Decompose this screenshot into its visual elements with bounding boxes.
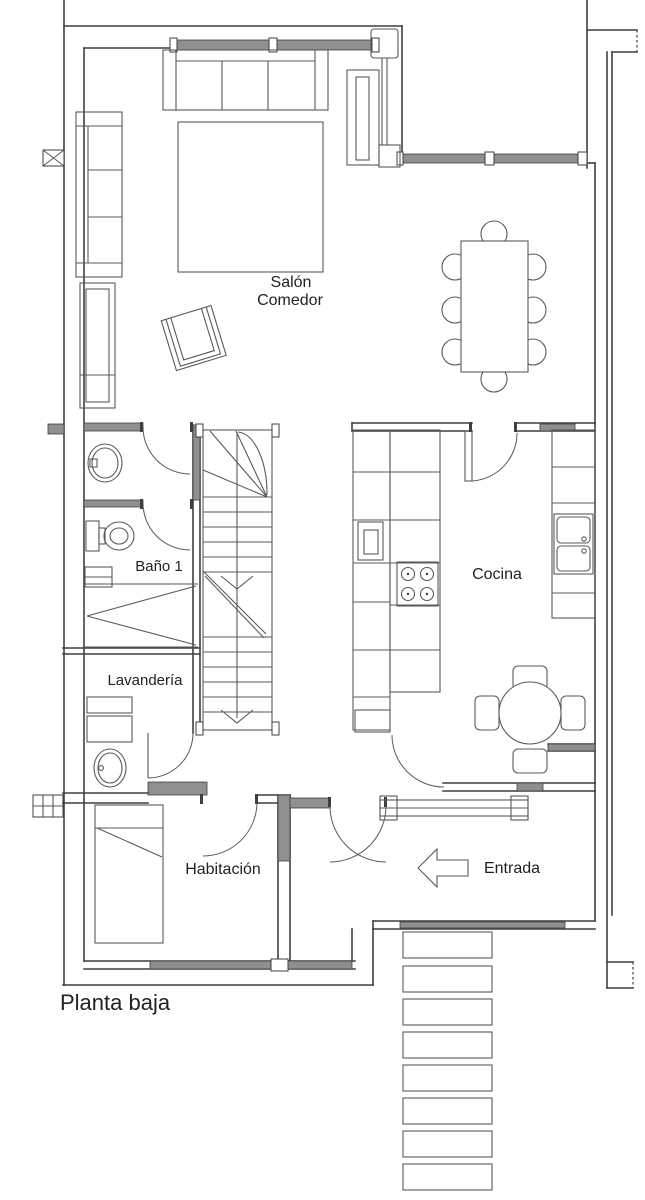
- lavanderia-label: Lavandería: [107, 672, 183, 689]
- hall-partition: [278, 795, 290, 861]
- porch-wall: [380, 796, 528, 820]
- rug: [178, 122, 323, 272]
- stove: [397, 562, 438, 606]
- side-cabinet: [80, 283, 115, 408]
- stair-handrail: [203, 571, 266, 638]
- dining-set: [442, 221, 546, 392]
- step: [403, 999, 492, 1025]
- entrance-direction-arrow-icon: [418, 849, 468, 887]
- entrada-label: Entrada: [483, 860, 541, 877]
- kitchen-door-arc: [392, 735, 444, 787]
- hall-wall-stub: [148, 782, 207, 795]
- toilet: [86, 521, 134, 551]
- kitchen-sink: [554, 514, 593, 574]
- kitchen-chair: [561, 696, 585, 730]
- bed: [95, 805, 163, 943]
- step: [403, 1065, 492, 1091]
- laundry-sink: [94, 749, 126, 787]
- step: [403, 1131, 492, 1157]
- armchair: [161, 306, 226, 371]
- kitchen-door-leaf: [465, 431, 472, 481]
- bedroom-door-arc: [203, 802, 257, 856]
- sofa-large: [163, 50, 328, 110]
- kitchen-chair: [475, 696, 499, 730]
- entrada-wall-window: [400, 922, 565, 928]
- entrance: [418, 849, 468, 887]
- shower: [85, 584, 198, 647]
- exterior-walls: [63, 0, 637, 988]
- hall-door-arc: [148, 733, 193, 778]
- plan-title: Planta baja: [60, 990, 171, 1015]
- step: [403, 932, 492, 958]
- step: [403, 1098, 492, 1124]
- salon-right-window: [397, 152, 587, 165]
- exterior-steps: [403, 932, 492, 1190]
- hall-walls: [63, 733, 387, 965]
- kitchen-chair: [513, 749, 547, 773]
- bathroom-sink: [88, 444, 122, 482]
- left-wall-fixtures: [33, 150, 64, 817]
- entry-door-arc: [330, 806, 386, 862]
- salon-label-line1: Salón: [270, 274, 312, 291]
- sofa-small: [76, 112, 122, 277]
- bedroom: [84, 805, 355, 971]
- cocina-label: Cocina: [472, 566, 522, 583]
- kitchen-counter-right: [552, 430, 595, 618]
- kitchen-table: [499, 682, 561, 744]
- bathroom: [85, 444, 198, 647]
- washing-machine: [87, 697, 132, 742]
- dining-table: [461, 241, 528, 372]
- entry-door-arc: [330, 806, 386, 862]
- wall-stub: [48, 424, 64, 434]
- stairs: [196, 424, 279, 735]
- step: [403, 1164, 492, 1190]
- bano-label: Baño 1: [135, 558, 183, 575]
- kitchen: [353, 430, 595, 791]
- step: [403, 1032, 492, 1058]
- kitchen-table-set: [475, 666, 585, 773]
- habitacion-label: Habitación: [185, 861, 261, 878]
- counter-end-cap: [355, 710, 390, 732]
- salon-label-line2: Comedor: [257, 292, 323, 309]
- tv-unit: [347, 70, 379, 165]
- laundry: [87, 697, 132, 787]
- step: [403, 966, 492, 992]
